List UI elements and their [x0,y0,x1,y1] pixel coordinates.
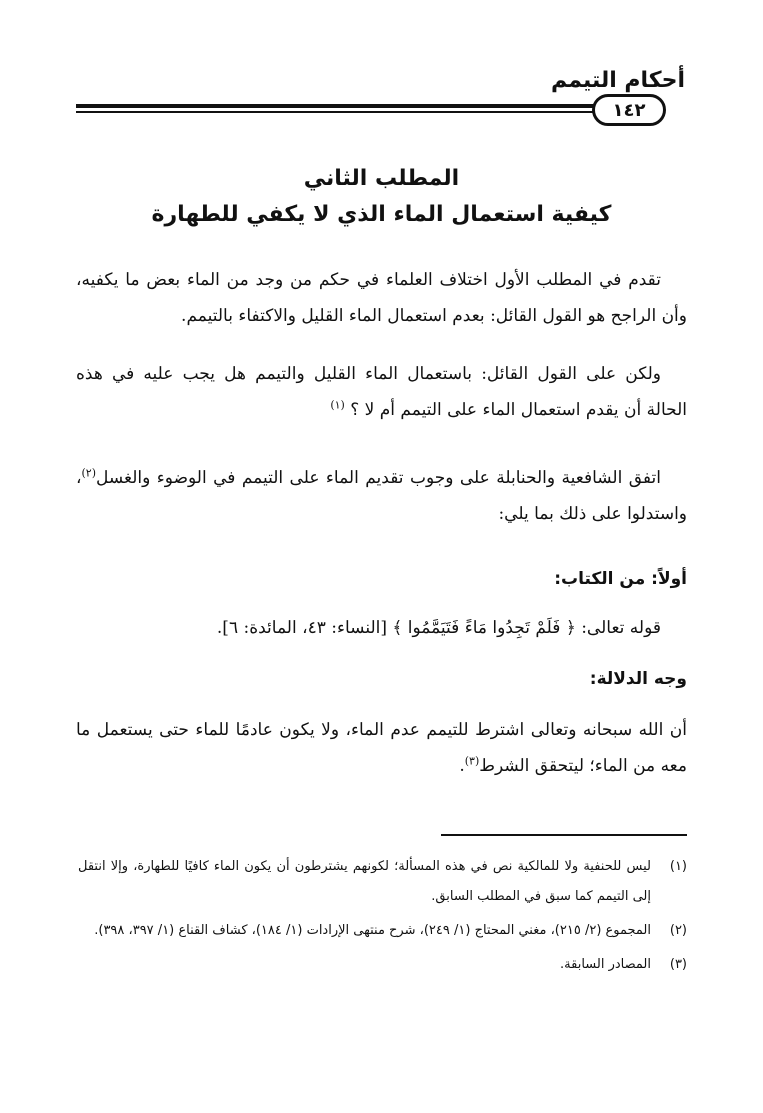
footnote-separator [441,834,687,836]
footnote-item [78,852,687,912]
paragraph-agreement [76,460,687,532]
heading-evidence: وجه الدلالة: [589,669,687,689]
running-title: أحكام التيمم [551,68,685,93]
page-number-badge [592,94,666,126]
footnote-ref-2: (٢) [81,466,97,480]
footnote-number: (٣) [669,957,687,972]
paragraph-question [76,356,687,428]
footnote-number: (١) [669,859,687,874]
paragraph-question-text: ولكن على القول القائل: باستعمال الماء القليل والتيمم هل يجب عليه في هذه الحالة أن يقدم استعمال الماء على التيمم أم لا ؟ [76,364,687,420]
paragraph-evidence [76,712,687,784]
footnote-item [78,916,687,946]
footnote-ref-3: (٣) [464,754,480,768]
header-rule-thin [76,111,603,113]
footnote-text: ليس للحنفية ولا للمالكية نص في هذه المسألة؛ لكونهم يشترطون أن يكون الماء كافيًا للطهارة، وإلا انتقل إلى التيمم كما سبق في المطلب السابق. [78,859,651,904]
heading-from-the-book: أولاً: من الكتاب: [554,569,687,589]
footnote-text: المصادر السابقة. [560,957,651,972]
paragraph-intro: تقدم في المطلب الأول اختلاف العلماء في حكم من وجد من الماء بعض ما يكفيه، وأن الراجح هو القول القائل: بعدم استعمال الماء القليل والاكتفاء بالتيمم. [76,270,687,326]
paragraph-verse: قوله تعالى: ﴿ فَلَمْ تَجِدُوا مَاءً فَتَيَمَّمُوا ﴾ [النساء: ٤٣، المائدة: ٦]. [216,618,661,638]
footnote-item [78,950,687,980]
paragraph-agreement-tail: ، واستدلوا على ذلك بما يلي: [76,468,687,524]
page-number: ١٤٢ [612,99,646,121]
header-rule-thick [76,104,603,108]
section-label: المطلب الثاني [303,166,460,191]
paragraph-agreement-text: اتفق الشافعية والحنابلة على وجوب تقديم الماء على التيمم في الوضوء والغسل [96,468,661,488]
footnote-ref-1: (١) [330,398,345,412]
footnote-text: المجموع (٢/ ٢١٥)، مغني المحتاج (١/ ٢٤٩)، شرح منتهى الإرادات (١/ ١٨٤)، كشاف القناع (١/ ٣٩٧، ٣٩٨). [94,923,651,938]
section-title: كيفية استعمال الماء الذي لا يكفي للطهارة [151,202,612,227]
footnote-number: (٢) [669,923,687,938]
footnotes [78,852,687,980]
paragraph-evidence-end: . [459,756,465,776]
paragraph-evidence-text: أن الله سبحانه وتعالى اشترط للتيمم عدم الماء، ولا يكون عادمًا للماء حتى يستعمل ما معه من الماء؛ ليتحقق الشرط [76,720,687,776]
